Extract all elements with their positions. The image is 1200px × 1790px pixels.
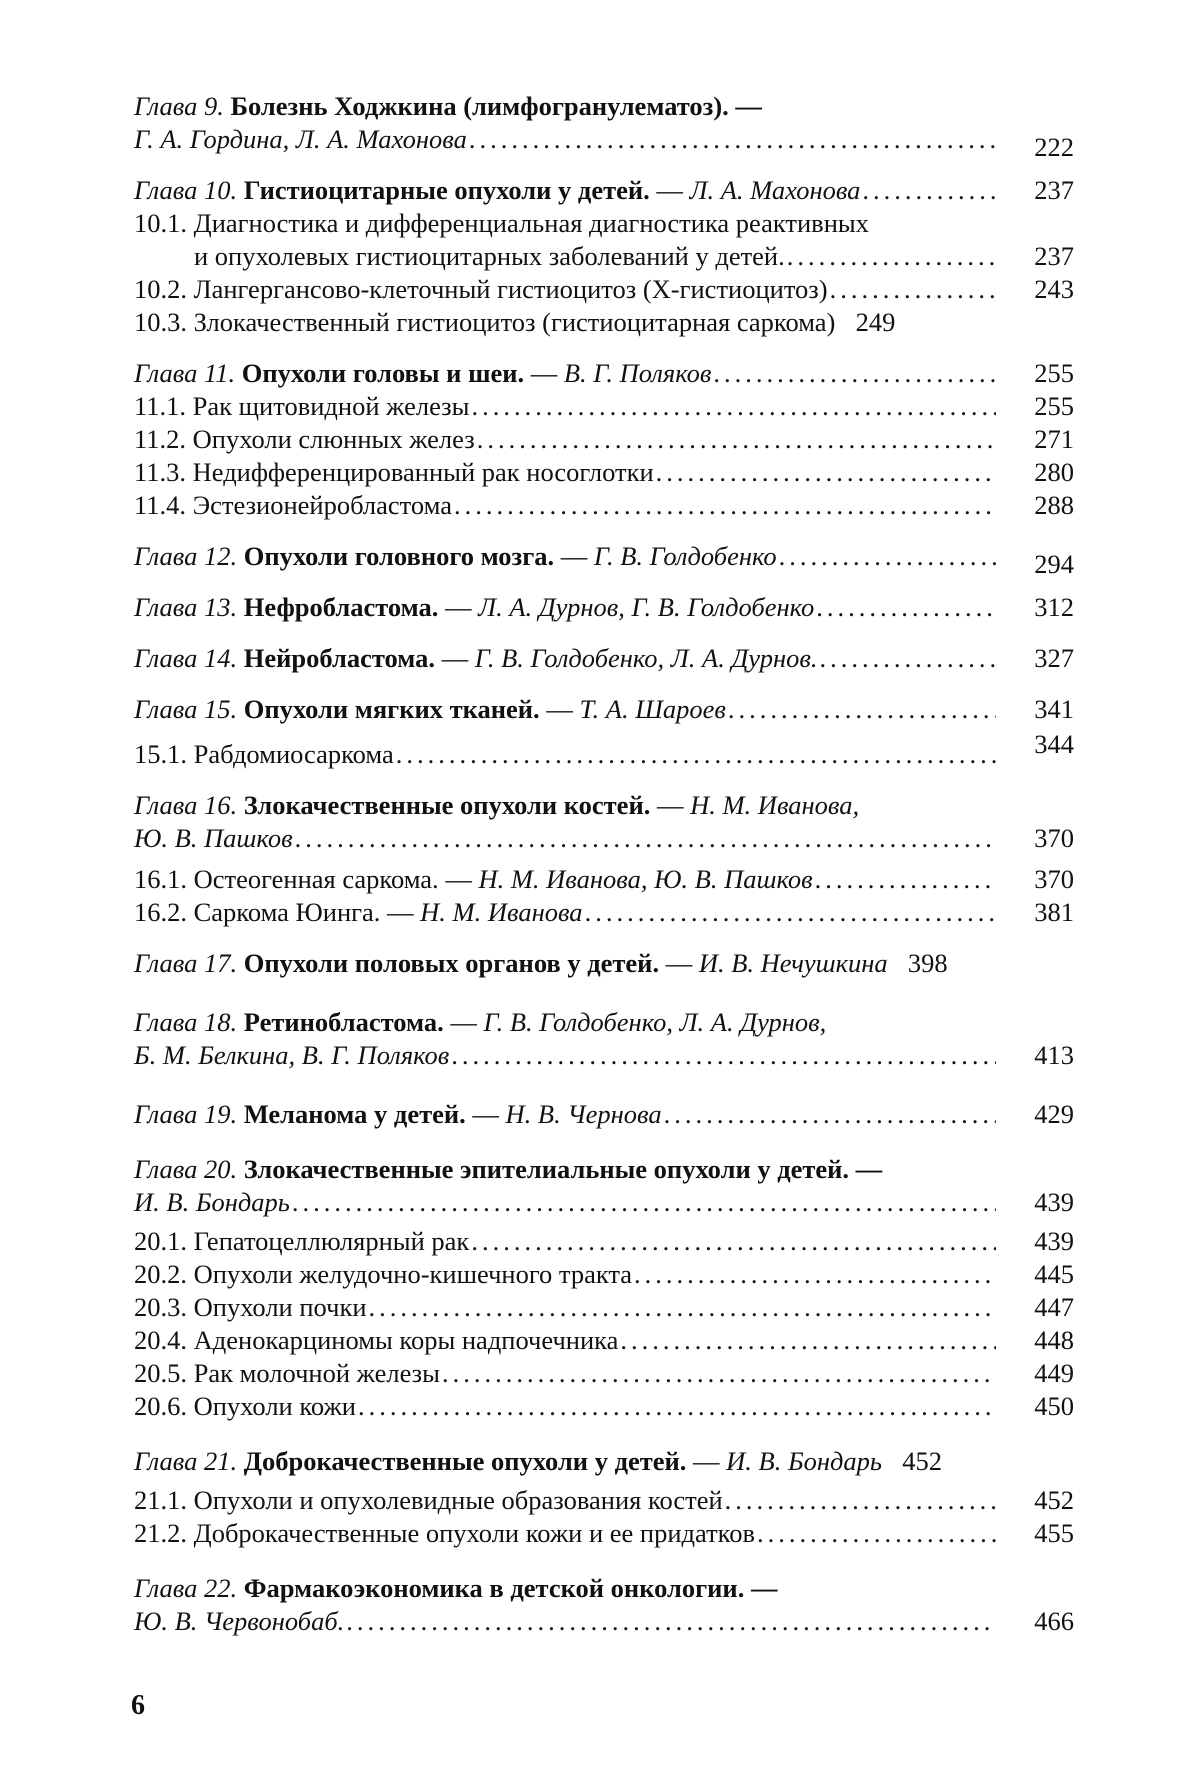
- toc-section-16-2: [134, 896, 1074, 929]
- leader-dots: [862, 174, 996, 207]
- page-ref: 344: [1034, 729, 1074, 759]
- page-ref: 429: [1034, 1099, 1074, 1129]
- page-ref: 450: [1034, 1391, 1074, 1421]
- toc-chapter-heading: [134, 1153, 1074, 1186]
- page-ref: 448: [1034, 1325, 1074, 1355]
- chapter-author: Г. В. Голдобенко, Л. А. Дурнов.: [474, 643, 818, 673]
- chapter-label: Глава 12.: [134, 541, 238, 571]
- page-ref: 237: [1034, 241, 1074, 271]
- chapter-title: Доброкачественные опухоли у детей.: [243, 1446, 687, 1476]
- toc-section-20-1: [134, 1225, 1074, 1258]
- section-author: Н. М. Иванова: [420, 897, 583, 927]
- page-ref: 243: [1034, 274, 1074, 304]
- leader-dots: [830, 273, 996, 306]
- toc-chapter-heading: [134, 540, 1074, 579]
- dash: —: [472, 1099, 499, 1129]
- leader-dots: [471, 1225, 996, 1258]
- toc-section-20-2: [134, 1258, 1074, 1291]
- chapter-author: Л. А. Махонова: [689, 175, 861, 205]
- chapter-label: Глава 20.: [134, 1154, 238, 1184]
- page-ref: 237: [1034, 175, 1074, 205]
- section-author: Н. М. Иванова, Ю. В. Пашков: [478, 864, 813, 894]
- page-ref: 312: [1034, 592, 1074, 622]
- section-title: 10.1. Диагностика и дифференциальная диагностика реактивных: [134, 208, 869, 238]
- chapter-author: Т. А. Шароев: [579, 694, 726, 724]
- leader-dots: [620, 1324, 996, 1357]
- toc-chapter-heading: [134, 174, 1074, 207]
- page-ref: 341: [1034, 694, 1074, 724]
- leader-dots: [664, 1098, 996, 1131]
- chapter-author: И. В. Нечушкина: [698, 948, 888, 978]
- toc-section-10-1-line1: [134, 207, 1074, 240]
- page-ref: 413: [1034, 1040, 1074, 1070]
- dash: —: [693, 1446, 720, 1476]
- leader-dots: [442, 1357, 996, 1390]
- chapter-title: Злокачественные опухоли костей.: [243, 790, 651, 820]
- chapter-title: Ретинобластома.: [243, 1007, 444, 1037]
- page-ref: 288: [1034, 490, 1074, 520]
- toc-section-11-3: [134, 456, 1074, 489]
- dash: —: [656, 175, 683, 205]
- chapter-label: Глава 9.: [134, 91, 224, 121]
- toc-chapter-18: [134, 1006, 1074, 1072]
- toc-chapter-21: [134, 1445, 1074, 1550]
- toc-chapter-heading: [134, 1098, 1074, 1131]
- toc-chapter-heading: [134, 1445, 1074, 1478]
- toc-chapter-heading: [134, 1006, 1074, 1039]
- chapter-title: Меланома у детей.: [243, 1099, 466, 1129]
- leader-dots: [634, 1258, 996, 1291]
- chapter-author: И. В. Бондарь: [726, 1446, 882, 1476]
- chapter-label: Глава 18.: [134, 1007, 238, 1037]
- leader-dots: [396, 738, 996, 771]
- toc-section-21-2: [134, 1517, 1074, 1550]
- chapter-title: Злокачественные эпителиальные опухоли у детей. —: [243, 1154, 883, 1184]
- section-title: 15.1. Рабдомиосаркома: [134, 739, 394, 769]
- toc-section-16-1: [134, 863, 1074, 896]
- toc-chapter-heading: [134, 357, 1074, 390]
- toc-section-10-1-line2: [134, 240, 1074, 273]
- toc-section-20-4: [134, 1324, 1074, 1357]
- leader-dots: [585, 896, 996, 929]
- page-ref: 439: [1034, 1226, 1074, 1256]
- leader-dots: [471, 390, 996, 423]
- toc-section-11-2: [134, 423, 1074, 456]
- chapter-label: Глава 15.: [134, 694, 238, 724]
- chapter-label: Глава 13.: [134, 592, 238, 622]
- chapter-author: Л. А. Дурнов, Г. В. Голдобенко: [478, 592, 815, 622]
- section-title: 21.2. Доброкачественные опухоли кожи и ее придатков: [134, 1518, 755, 1548]
- page-ref: 370: [1034, 823, 1074, 853]
- leader-dots: [656, 456, 996, 489]
- toc-section-21-1: [134, 1484, 1074, 1517]
- toc-chapter-14: [134, 642, 1074, 675]
- leader-dots: [787, 240, 996, 273]
- page-ref: 280: [1034, 457, 1074, 487]
- section-title: 16.2. Саркома Юинга.: [134, 897, 381, 927]
- page-ref: 370: [1034, 864, 1074, 894]
- toc-chapter-17: [134, 947, 1074, 980]
- toc-chapter-13: [134, 591, 1074, 624]
- dash: —: [546, 694, 573, 724]
- dash: —: [450, 1007, 477, 1037]
- leader-dots: [358, 1390, 996, 1423]
- section-title: 11.1. Рак щитовидной железы: [134, 391, 470, 421]
- toc-chapter-author-line: [134, 822, 1074, 855]
- leader-dots: [451, 1039, 996, 1072]
- leader-dots: [292, 1186, 996, 1219]
- section-title: 16.1. Остеогенная саркома.: [134, 864, 439, 894]
- page-ref: 271: [1034, 424, 1074, 454]
- toc-section-10-2: [134, 273, 1074, 306]
- page-ref: 452: [1034, 1485, 1074, 1515]
- chapter-author: Г. В. Голдобенко: [593, 541, 777, 571]
- section-title: 11.4. Эстезионейробластома: [134, 490, 452, 520]
- toc-section-20-6: [134, 1390, 1074, 1423]
- page-ref: 222: [1034, 132, 1074, 162]
- dash: —: [387, 897, 414, 927]
- leader-dots: [713, 357, 996, 390]
- dash: —: [656, 790, 684, 820]
- dash: —: [560, 541, 588, 571]
- leader-dots: [757, 1517, 996, 1550]
- leader-dots: [779, 540, 996, 573]
- page-ref: 455: [1034, 1518, 1074, 1548]
- chapter-label: Глава 22.: [134, 1573, 238, 1603]
- chapter-title: Нефробластома.: [243, 592, 439, 622]
- section-title: 11.2. Опухоли слюнных желез: [134, 424, 475, 454]
- page-ref: 294: [1034, 549, 1074, 579]
- page-ref: 449: [1034, 1358, 1074, 1388]
- toc-section-20-5: [134, 1357, 1074, 1390]
- chapter-title: Фармакоэкономика в детской онкологии. —: [243, 1573, 778, 1603]
- leader-dots: [469, 123, 996, 156]
- toc-section-11-1: [134, 390, 1074, 423]
- chapter-title: Опухоли головного мозга.: [243, 541, 555, 571]
- dash: —: [530, 358, 558, 388]
- dash: —: [445, 864, 472, 894]
- toc-section-10-3: [134, 306, 1074, 339]
- leader-dots: [725, 1484, 996, 1517]
- leader-dots: [295, 822, 996, 855]
- page-ref: 452: [902, 1446, 942, 1476]
- toc-chapter-22: [134, 1572, 1074, 1638]
- section-title: 20.4. Аденокарциномы коры надпочечника: [134, 1325, 619, 1355]
- toc-chapter-heading: [134, 693, 1074, 726]
- chapter-label: Глава 19.: [134, 1099, 238, 1129]
- chapter-author: Н. М. Иванова,: [690, 790, 860, 820]
- section-title-cont: и опухолевых гистиоцитарных заболеваний у детей.: [194, 241, 785, 271]
- chapter-title: Нейробластома.: [243, 643, 436, 673]
- page-ref: 255: [1034, 358, 1074, 388]
- toc-section-15-1: [134, 729, 1074, 771]
- leader-dots: [815, 863, 996, 896]
- chapter-author: Г. В. Голдобенко, Л. А. Дурнов,: [483, 1007, 827, 1037]
- page-ref: 398: [907, 948, 948, 978]
- chapter-author: Н. В. Чернова: [505, 1099, 662, 1129]
- chapter-author-cont: Ю. В. Пашков: [134, 823, 293, 853]
- chapter-title: Гистиоцитарные опухоли у детей.: [243, 175, 650, 205]
- leader-dots: [816, 591, 996, 624]
- chapter-label: Глава 11.: [134, 358, 236, 388]
- chapter-label: Глава 10.: [134, 175, 238, 205]
- toc-chapter-heading: [134, 591, 1074, 624]
- chapter-title: Болезнь Ходжкина (лимфогранулематоз). —: [230, 91, 762, 121]
- toc-chapter-19: [134, 1098, 1074, 1131]
- chapter-author: В. Г. Поляков: [563, 358, 712, 388]
- page-ref: 327: [1034, 643, 1074, 673]
- dash: —: [665, 948, 693, 978]
- chapter-author: Г. А. Гордина, Л. А. Махонова: [134, 124, 467, 154]
- toc-chapter-16: [134, 789, 1074, 929]
- toc-chapter-20: [134, 1153, 1074, 1423]
- toc-chapter-heading: [134, 789, 1074, 822]
- chapter-title: Опухоли головы и шеи.: [241, 358, 525, 388]
- toc-chapter-heading: [134, 947, 1074, 980]
- chapter-label: Глава 17.: [134, 948, 238, 978]
- section-title: 20.6. Опухоли кожи: [134, 1391, 356, 1421]
- page-ref: 445: [1034, 1259, 1074, 1289]
- section-title: 20.1. Гепатоцеллюлярный рак: [134, 1226, 470, 1256]
- toc-chapter-author-line: [134, 1039, 1074, 1072]
- page-ref: 466: [1034, 1606, 1074, 1636]
- leader-dots: [477, 423, 996, 456]
- leader-dots: [728, 693, 996, 726]
- toc-section-20-3: [134, 1291, 1074, 1324]
- toc-chapter-heading: [134, 1572, 1074, 1605]
- chapter-label: Глава 16.: [134, 790, 238, 820]
- chapter-author: Ю. В. Червонобаб.: [134, 1606, 345, 1636]
- chapter-label: Глава 14.: [134, 643, 238, 673]
- page-ref: 381: [1034, 897, 1074, 927]
- section-title: 20.5. Рак молочной железы: [134, 1358, 440, 1388]
- chapter-title: Опухоли мягких тканей.: [243, 694, 540, 724]
- section-title: 20.2. Опухоли желудочно-кишечного тракта: [134, 1259, 633, 1289]
- toc-chapter-15: [134, 693, 1074, 771]
- toc-chapter-11: [134, 357, 1074, 522]
- section-title: 10.3. Злокачественный гистиоцитоз (гистиоцитарная саркома): [134, 307, 836, 337]
- page-ref: 255: [1034, 391, 1074, 421]
- section-title: 20.3. Опухоли почки: [134, 1292, 367, 1322]
- leader-dots: [346, 1605, 996, 1638]
- toc-chapter-10: [134, 174, 1074, 339]
- toc-section-11-4: [134, 489, 1074, 522]
- dash: —: [441, 643, 469, 673]
- chapter-title: Опухоли половых органов у детей.: [243, 948, 660, 978]
- toc-chapter-heading: [134, 90, 1074, 123]
- toc-chapter-heading: [134, 642, 1074, 675]
- page-ref: 447: [1034, 1292, 1074, 1322]
- page-ref: 439: [1034, 1187, 1074, 1217]
- chapter-author-cont: Б. М. Белкина, В. Г. Поляков: [134, 1040, 450, 1070]
- table-of-contents: [134, 90, 1074, 1638]
- section-title: 21.1. Опухоли и опухолевидные образования костей: [134, 1485, 723, 1515]
- dash: —: [445, 592, 472, 622]
- toc-chapter-12: [134, 540, 1074, 579]
- page-number: 6: [131, 1690, 145, 1721]
- toc-chapter-author-line: [134, 1605, 1074, 1638]
- chapter-author: И. В. Бондарь: [134, 1187, 290, 1217]
- page-ref: 249: [855, 307, 896, 337]
- toc-chapter-author-line: [134, 1186, 1074, 1219]
- section-title: 10.2. Лангергансово-клеточный гистиоцитоз (X-гистиоцитоз): [134, 274, 828, 304]
- leader-dots: [820, 642, 997, 675]
- toc-chapter-9: [134, 90, 1074, 162]
- leader-dots: [454, 489, 996, 522]
- leader-dots: [369, 1291, 997, 1324]
- chapter-label: Глава 21.: [134, 1446, 238, 1476]
- toc-chapter-author-line: [134, 123, 1074, 162]
- section-title: 11.3. Недифференцированный рак носоглотки: [134, 457, 654, 487]
